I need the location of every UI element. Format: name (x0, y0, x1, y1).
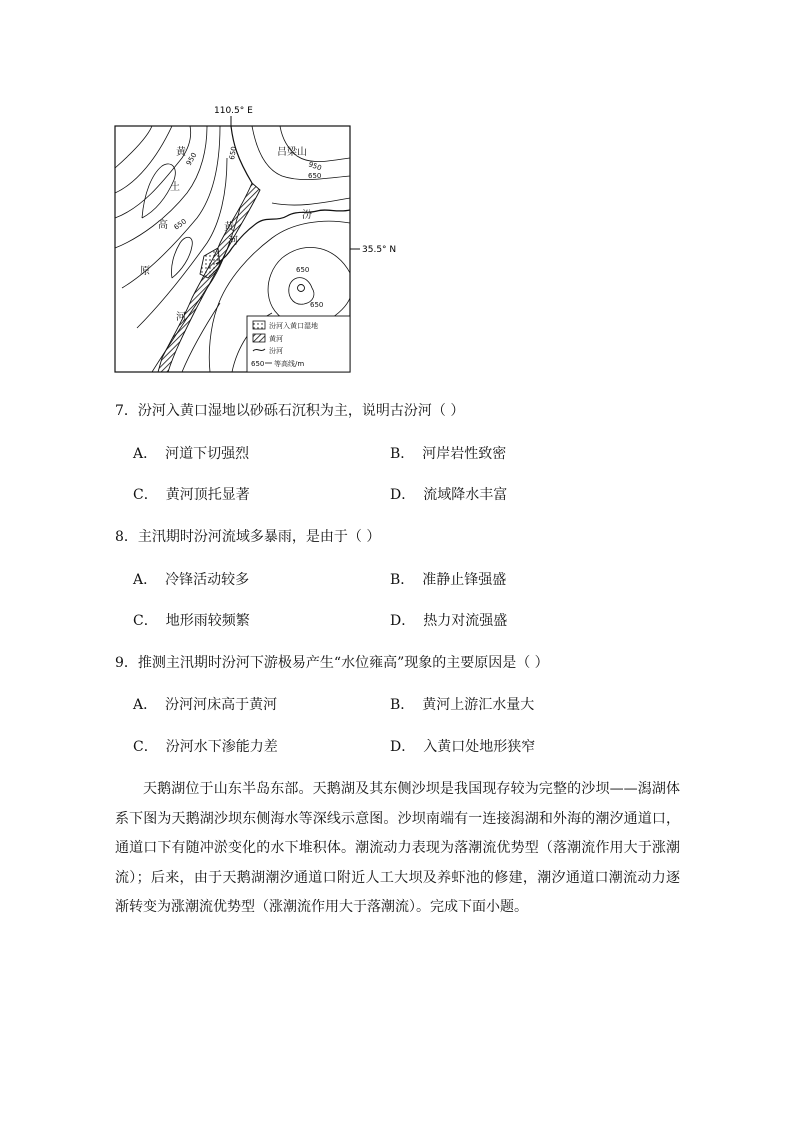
q9-option-d[interactable] (390, 737, 535, 757)
contour-label: 950 (184, 151, 199, 167)
option-text: 黄河上游汇水量大 (422, 697, 535, 713)
latitude-label: 35.5° N (362, 245, 397, 255)
q7-option-a[interactable] (133, 444, 249, 464)
legend-contour-label: 等高线/m (274, 360, 305, 368)
label-plateau-4: 原 (140, 266, 150, 277)
contour-label: 650 (296, 266, 310, 274)
map-svg (112, 98, 412, 378)
option-letter: A． (133, 697, 158, 713)
legend-contour-value: 650 (251, 360, 265, 368)
option-letter: C． (133, 487, 158, 503)
label-huanghe-1: 黄 (224, 222, 234, 233)
option-letter: C． (133, 739, 158, 755)
option-text: 热力对流强盛 (423, 613, 508, 629)
q7-option-c[interactable] (133, 485, 250, 505)
option-text: 汾河河床高于黄河 (165, 697, 278, 713)
contour-label: 950 (307, 160, 323, 173)
legend-fen-label: 汾河 (269, 347, 283, 355)
topographic-map (112, 98, 412, 378)
option-letter: D． (390, 739, 416, 755)
label-lvliang: 吕梁山 (277, 147, 307, 158)
label-plateau-2: 土 (170, 182, 180, 193)
option-letter: D． (390, 487, 416, 503)
option-text: 准静止锋强盛 (422, 572, 507, 588)
label-river-lower: 河 (176, 312, 186, 323)
option-letter: A． (133, 572, 158, 588)
option-text: 入黄口处地形狭窄 (423, 739, 536, 755)
question-9-stem: 9．推测主汛期时汾河下游极易产生“水位雍高”现象的主要原因是（ ） (115, 655, 549, 671)
option-letter: B． (390, 446, 415, 462)
q9-option-a[interactable] (133, 695, 277, 715)
legend-wetland-swatch (253, 321, 265, 329)
q8-option-b[interactable] (390, 570, 506, 590)
reading-passage: 天鹅湖位于山东半岛东部。天鹅湖及其东侧沙坝是我国现存较为完整的沙坝——潟湖体系下图为天鹅湖沙坝东侧海水等深线示意图。沙坝南端有一连接潟湖和外海的潮汐通道口，通道口下有随冲淤变化的水下堆积体。潮流动力表现为落潮流优势型（落潮流作用大于涨潮流）；后来，由于天鹅湖潮汐通道口附近人工大坝及养虾池的修建，潮汐通道口潮流动力逐渐转变为涨潮流优势型（涨潮流作用大于落潮流）。完成下面小题。 (115, 781, 680, 915)
option-text: 流域降水丰富 (423, 487, 508, 503)
q7-option-d[interactable] (390, 485, 507, 505)
legend-yellow-river-label: 黄河 (269, 335, 283, 343)
option-text: 地形雨较频繁 (165, 613, 250, 629)
q8-option-c[interactable] (133, 611, 250, 631)
option-letter: B． (390, 572, 415, 588)
option-letter: D． (390, 613, 416, 629)
legend-wetland-label: 汾河入黄口湿地 (269, 322, 318, 330)
option-text: 河岸岩性致密 (422, 446, 507, 462)
q9-option-b[interactable] (390, 695, 534, 715)
option-letter: A． (133, 446, 158, 462)
option-text: 河道下切强烈 (165, 446, 250, 462)
option-letter: C． (133, 613, 158, 629)
longitude-label: 110.5° E (214, 106, 253, 116)
contour-label: 650 (228, 145, 239, 161)
q8-option-d[interactable] (390, 611, 507, 631)
question-7-stem: 7．汾河入黄口湿地以砂砾石沉积为主，说明古汾河（ ） (115, 403, 465, 419)
label-fen: 汾 (302, 210, 312, 221)
contour-label: 650 (172, 217, 189, 232)
option-text: 黄河顶托显著 (165, 487, 250, 503)
question-8-stem: 8．主汛期时汾河流域多暴雨，是由于（ ） (115, 529, 381, 545)
contour-label: 650 (308, 172, 322, 180)
q8-option-a[interactable] (133, 570, 249, 590)
hilltop-ring (298, 285, 305, 292)
option-text: 冷锋活动较多 (165, 572, 250, 588)
option-text: 汾河水下渗能力差 (165, 739, 278, 755)
option-letter: B． (390, 697, 415, 713)
contour-label: 650 (310, 301, 324, 309)
wetland-area (200, 248, 220, 278)
label-plateau-3: 高 (158, 220, 168, 231)
q7-option-b[interactable] (390, 444, 506, 464)
map-legend (247, 316, 350, 372)
q9-option-c[interactable] (133, 737, 278, 757)
label-huanghe-2: 河 (228, 236, 238, 247)
label-plateau-1: 黄 (176, 147, 186, 158)
legend-yellow-river-swatch (253, 334, 265, 342)
